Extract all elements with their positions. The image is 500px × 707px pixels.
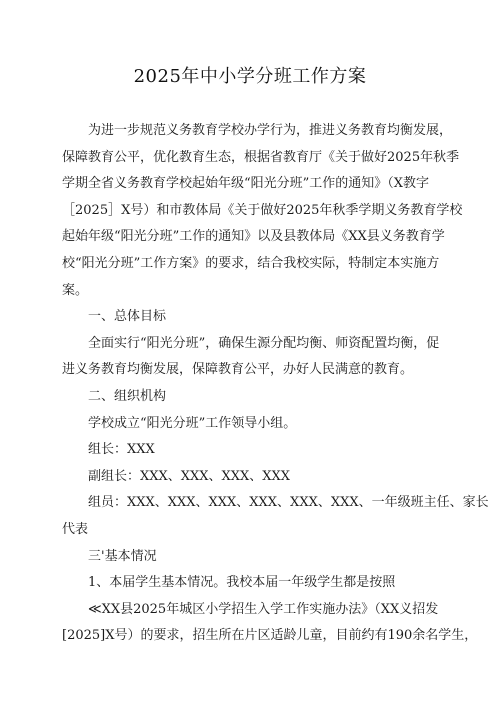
body-line: 全面实行“阳光分班”，确保生源分配均衡、师资配置均衡，促 (88, 335, 440, 351)
body-line: 进义务教育均衡发展，保障教育公平，办好人民满意的教育。 (62, 362, 414, 378)
body-line: 学期全省义务教育学校起始年级“阳光分班”工作的通知》（X教字 (62, 176, 430, 192)
body-line: 一、总体目标 (88, 309, 167, 325)
body-line: 为进一步规范义务教育学校办学行为，推进义务教育均衡发展， (88, 123, 453, 138)
document-title: 2025年中小学分班工作方案 (133, 66, 367, 87)
body-line: [2025]X号）的要求，招生所在片区适龄儿童，目前约有190余名学生， (62, 628, 478, 644)
body-line: 学校成立“阳光分班”工作领导小组。 (88, 415, 297, 431)
body-line: ≪XX县2025年城区小学招生入学工作实施办法》（XX义招发 (88, 601, 439, 617)
document-body (62, 118, 489, 650)
body-line: 三'基本情况 (88, 548, 157, 564)
body-line: 1、本届学生基本情况。我校本届一年级学生都是按照 (88, 575, 396, 591)
body-line: 保障教育公平，优化教育生态，根据省教育厅《关于做好2025年秋季 (62, 149, 460, 165)
body-line: 二、组织机构 (88, 388, 167, 404)
body-line: ［2025］X号）和市教体局《关于做好2025年秋季学期义务教育学校 (62, 202, 463, 218)
body-line: 副组长：XXX、XXX、XXX、XXX (88, 468, 291, 484)
body-line: 校“阳光分班”工作方案》的要求，结合我校实际，特制定本实施方 (62, 255, 440, 271)
body-line: 案。 (62, 282, 89, 298)
body-line: 起始年级“阳光分班”工作的通知》以及县教体局《XX县义务教育学 (62, 229, 445, 245)
body-line: 组长：XXX (88, 442, 155, 458)
body-line: 组员：XXX、XXX、XXX、XXX、XXX、XXX、一年级班主任、家长 (88, 495, 489, 511)
body-line: 代表 (62, 521, 89, 537)
